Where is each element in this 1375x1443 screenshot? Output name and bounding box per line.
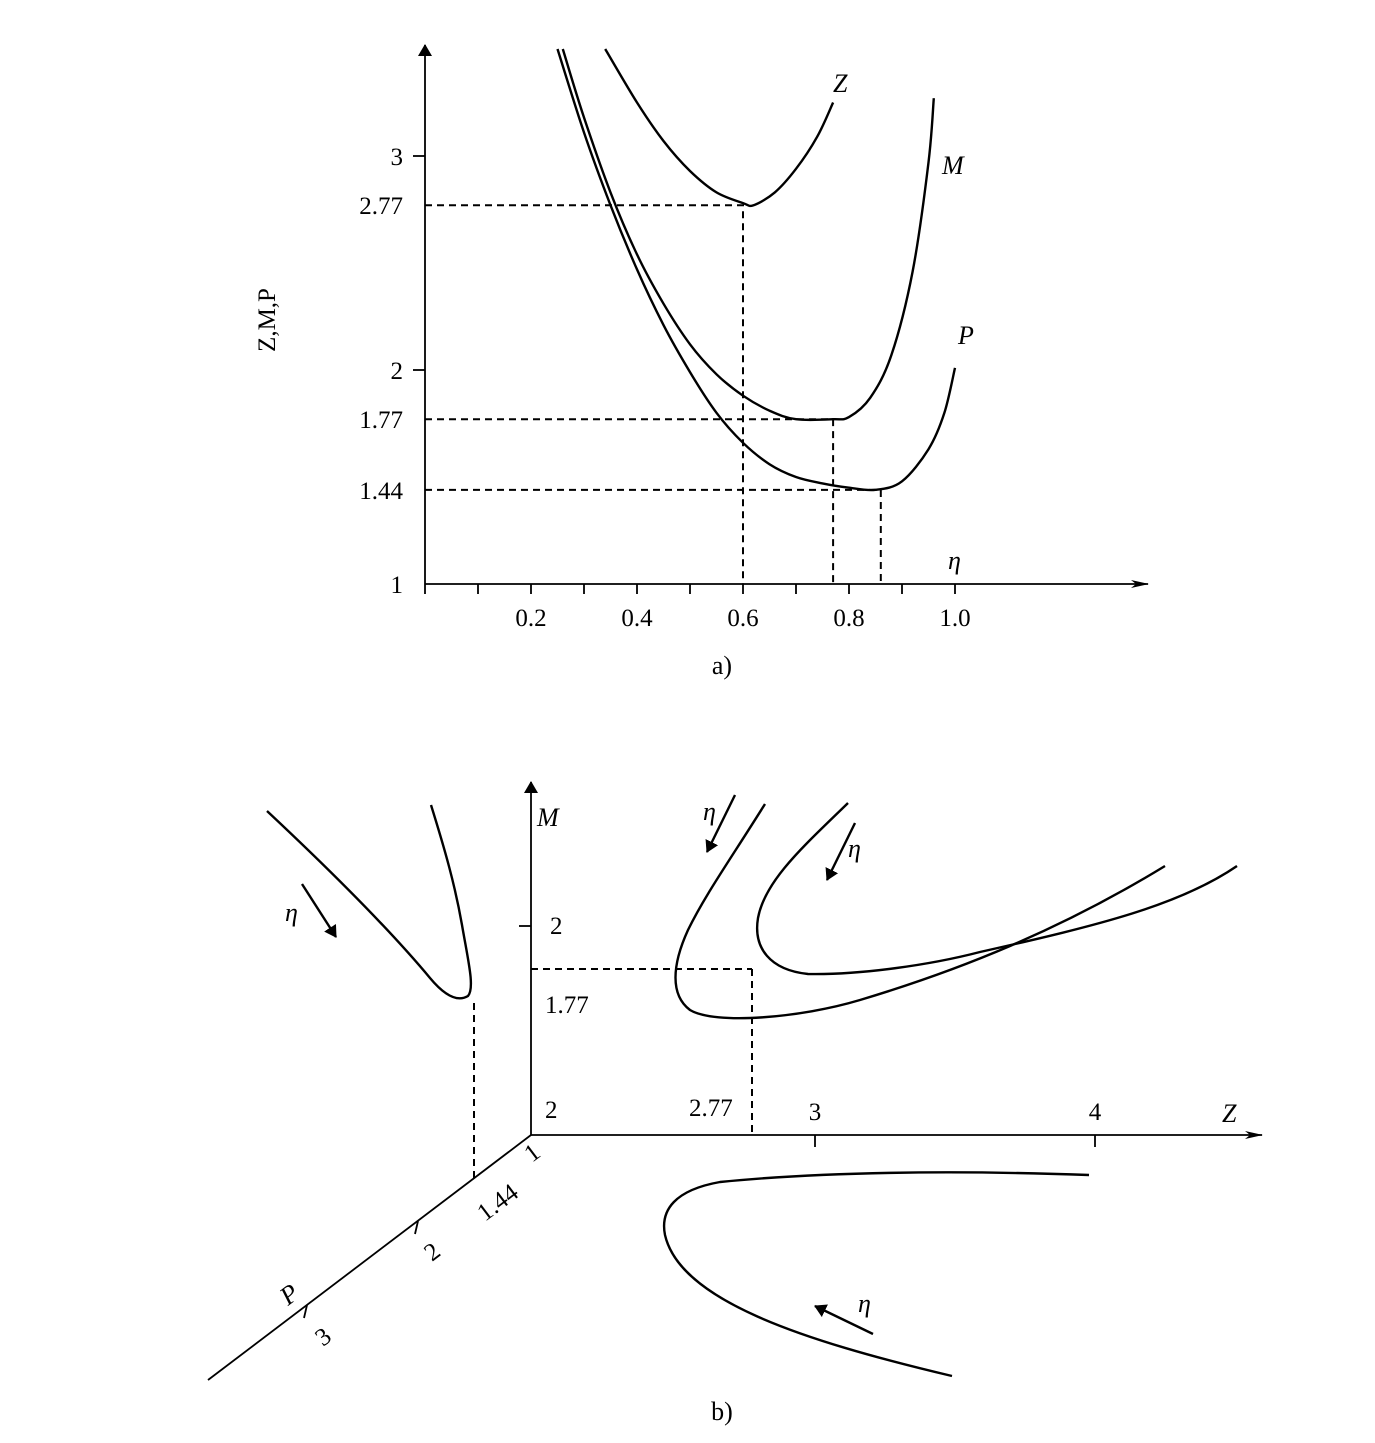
zm-eta-label-2: η xyxy=(848,834,861,863)
z-tick-label-4: 4 xyxy=(1088,1099,1102,1126)
x-tick-label: 0.8 xyxy=(833,605,865,632)
zp-curve xyxy=(664,1172,1089,1376)
m-axis-label: M xyxy=(537,803,559,832)
panel-b-chart xyxy=(208,782,1262,1426)
mp-eta-arrow xyxy=(302,884,336,937)
marked-value-label: 2.77 xyxy=(359,193,403,221)
guide-line xyxy=(425,490,881,584)
guide-line xyxy=(425,419,833,584)
series-P-label: P xyxy=(958,321,974,350)
series-M-label: M xyxy=(942,151,964,180)
p-axis xyxy=(208,1135,531,1380)
mp-eta-label: η xyxy=(285,898,298,927)
x-tick-label: 0.2 xyxy=(515,605,547,632)
z-tick-label-2: 2 xyxy=(545,1097,558,1124)
x-tick-label: 0.6 xyxy=(727,605,759,632)
marked-value-label: 1.77 xyxy=(359,407,403,435)
zp-eta-label: η xyxy=(858,1289,871,1318)
zm-eta-label-1: η xyxy=(703,797,716,826)
y-tick-label: 1 xyxy=(390,572,403,599)
p-axis-label: P xyxy=(274,1278,305,1311)
series-Z-label: Z xyxy=(833,69,848,98)
panel-b-caption: b) xyxy=(711,1397,733,1426)
x-tick-label: 0.4 xyxy=(621,605,653,632)
m-tick-label-1-77: 1.77 xyxy=(545,992,589,1019)
z-tick-label-3: 3 xyxy=(808,1099,822,1126)
panel-a-chart xyxy=(254,45,1148,680)
z-marked-label-2-77: 2.77 xyxy=(689,1095,733,1122)
p-tick-label-1-44: 1.44 xyxy=(472,1178,524,1227)
panel-a-caption: a) xyxy=(711,651,733,680)
zm-curve-left xyxy=(676,804,1166,1018)
p-tick-label-3: 3 xyxy=(310,1322,337,1352)
p-tick-label-2: 2 xyxy=(419,1237,446,1267)
series-P-line xyxy=(558,49,956,490)
series-Z-line xyxy=(605,49,833,206)
x-tick-label: 1.0 xyxy=(939,605,971,632)
x-axis-label: η xyxy=(948,546,961,575)
series-M-line xyxy=(563,49,934,420)
zm-curve-right xyxy=(757,803,1237,974)
z-axis-label: Z xyxy=(1222,1099,1237,1128)
y-tick-label: 3 xyxy=(390,144,403,171)
y-tick-label: 2 xyxy=(390,358,403,385)
marked-value-label: 1.44 xyxy=(359,477,403,505)
m-tick-label-2: 2 xyxy=(550,913,563,940)
p-tick-label-1: 1 xyxy=(519,1138,546,1168)
y-axis-label: Z,M,P xyxy=(254,288,281,352)
guide-line xyxy=(425,205,743,584)
